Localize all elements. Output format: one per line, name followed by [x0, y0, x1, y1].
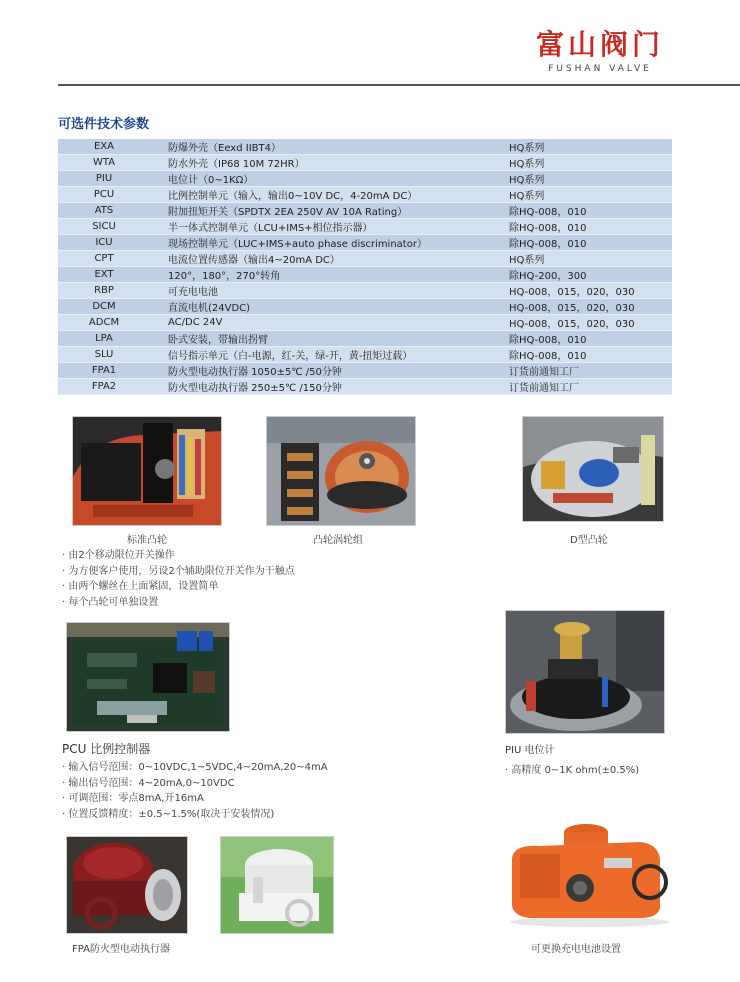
param-series-cell: 除HQ-008，010 [509, 235, 672, 251]
table-row [58, 171, 672, 187]
param-desc-cell: 可充电电池 [150, 283, 509, 299]
list-item: · 高精度 0~1K ohm(±0.5%) [505, 765, 640, 776]
param-code-cell: ADCM [58, 315, 150, 331]
table-row [58, 299, 672, 315]
param-series-cell: HQ-008，015，020，030 [509, 283, 672, 299]
param-code-cell: ATS [58, 203, 150, 219]
param-series-cell: 除HQ-008，010 [509, 203, 672, 219]
list-item: · 输入信号范围：0~10VDC,1~5VDC,4~20mA,20~4mA [62, 762, 328, 773]
param-desc-cell: AC/DC 24V [150, 315, 509, 331]
battery-caption: 可更换充电电池设置 [531, 944, 621, 955]
param-code-cell: FPA2 [58, 379, 150, 395]
list-item: · 输出信号范围：4~20mA,0~10VDC [62, 777, 235, 789]
cam-worm-gear-photo [266, 416, 416, 526]
table-row [58, 251, 672, 267]
param-code-cell: FPA1 [58, 363, 150, 379]
table-row [58, 379, 672, 395]
param-series-cell: 订货前通知工厂 [509, 363, 672, 379]
piu-caption: PIU 电位计 [505, 745, 555, 756]
param-code-cell: SLU [58, 347, 150, 363]
table-row [58, 283, 672, 299]
pcu-spec-list [62, 760, 328, 822]
pcu-board-photo [66, 622, 230, 732]
cam-feature-list [62, 548, 295, 610]
table-row [58, 363, 672, 379]
param-series-cell: HQ-008，015，020，030 [509, 299, 672, 315]
param-desc-cell: 比例控制单元（输入，输出0~10V DC，4-20mA DC） [150, 187, 509, 203]
param-series-cell: 除HQ-008，010 [509, 331, 672, 347]
param-desc-cell: 卧式安装，带输出拐臂 [150, 331, 509, 347]
param-series-cell: 除HQ-200，300 [509, 267, 672, 283]
table-row [58, 139, 672, 155]
fpa-fireproof-actuator-photo-1 [66, 836, 188, 934]
pcu-title: PCU 比例控制器 [62, 742, 151, 756]
param-code-cell: RBP [58, 283, 150, 299]
standard-cam-photo [72, 416, 222, 526]
table-row [58, 315, 672, 331]
piu-potentiometer-photo [505, 610, 665, 734]
standard-cam-caption: 标准凸轮 [127, 535, 167, 546]
param-desc-cell: 电位计（0~1KΩ） [150, 171, 509, 187]
param-code-cell: SICU [58, 219, 150, 235]
param-series-cell: HQ系列 [509, 155, 672, 171]
param-desc-cell: 信号指示单元（白-电源，红-关，绿-开，黄-扭矩过载） [150, 347, 509, 363]
param-code-cell: PIU [58, 171, 150, 187]
header-divider [58, 84, 740, 86]
param-code-cell: CPT [58, 251, 150, 267]
param-desc-cell: 现场控制单元（LUC+IMS+auto phase discriminator） [150, 235, 509, 251]
param-code-cell: WTA [58, 155, 150, 171]
param-code-cell: EXT [58, 267, 150, 283]
param-desc-cell: 半一体式控制单元（LCU+IMS+相位指示器） [150, 219, 509, 235]
table-row [58, 203, 672, 219]
section-title: 可选件技术参数 [58, 117, 150, 132]
list-item: · 由2个移动限位开关操作 [62, 550, 175, 561]
brand-name-en: FUSHAN VALVE [548, 64, 652, 74]
param-desc-cell: 电流位置传感器（输出4~20mA DC） [150, 251, 509, 267]
table-row [58, 331, 672, 347]
param-series-cell: 订货前通知工厂 [509, 379, 672, 395]
param-code-cell: PCU [58, 187, 150, 203]
cam-worm-gear-caption: 凸轮涡轮组 [313, 535, 363, 546]
fpa-fireproof-actuator-photo-2 [220, 836, 334, 934]
param-code-cell: ICU [58, 235, 150, 251]
param-series-cell: 除HQ-008，010 [509, 219, 672, 235]
param-series-cell: HQ系列 [509, 187, 672, 203]
param-code-cell: LPA [58, 331, 150, 347]
list-item: · 由两个螺丝在上面紧固，设置简单 [62, 581, 219, 592]
brand-logo [500, 28, 700, 74]
table-row [58, 219, 672, 235]
brand-name-cn: 富山阀门 [535, 28, 664, 61]
param-series-cell: HQ系列 [509, 251, 672, 267]
param-desc-cell: 附加扭矩开关（SPDTX 2EA 250V AV 10A Rating） [150, 203, 509, 219]
table-row [58, 187, 672, 203]
param-desc-cell: 120°，180°，270°转角 [150, 267, 509, 283]
param-desc-cell: 防水外壳（IP68 10M 72HR） [150, 155, 509, 171]
param-desc-cell: 防爆外壳（Eexd IIBT4） [150, 139, 509, 155]
list-item: · 位置反馈精度：±0.5~1.5%(取决于安装情况) [62, 808, 275, 820]
param-code-cell: EXA [58, 139, 150, 155]
list-item: · 可调范围：零点8mA,开16mA [62, 793, 204, 804]
piu-spec-list [505, 763, 639, 779]
table-row [58, 347, 672, 363]
fpa-caption: FPA防火型电动执行器 [72, 944, 170, 955]
table-row [58, 235, 672, 251]
d-cam-caption: D型凸轮 [570, 535, 608, 546]
param-series-cell: HQ-008，015，020，030 [509, 315, 672, 331]
param-code-cell: DCM [58, 299, 150, 315]
options-table [58, 139, 672, 395]
d-cam-photo [522, 416, 664, 522]
param-desc-cell: 防火型电动执行器 250±5℃ /150分钟 [150, 379, 509, 395]
list-item: · 为方便客户使用，另设2个辅助限位开关作为干触点 [62, 565, 295, 577]
param-desc-cell: 直流电机(24VDC) [150, 299, 509, 315]
param-series-cell: 除HQ-008，010 [509, 347, 672, 363]
param-desc-cell: 防火型电动执行器 1050±5℃ /50分钟 [150, 363, 509, 379]
param-series-cell: HQ系列 [509, 171, 672, 187]
battery-actuator-photo [500, 818, 680, 928]
list-item: · 每个凸轮可单独设置 [62, 596, 159, 608]
param-series-cell: HQ系列 [509, 139, 672, 155]
table-row [58, 155, 672, 171]
table-row [58, 267, 672, 283]
